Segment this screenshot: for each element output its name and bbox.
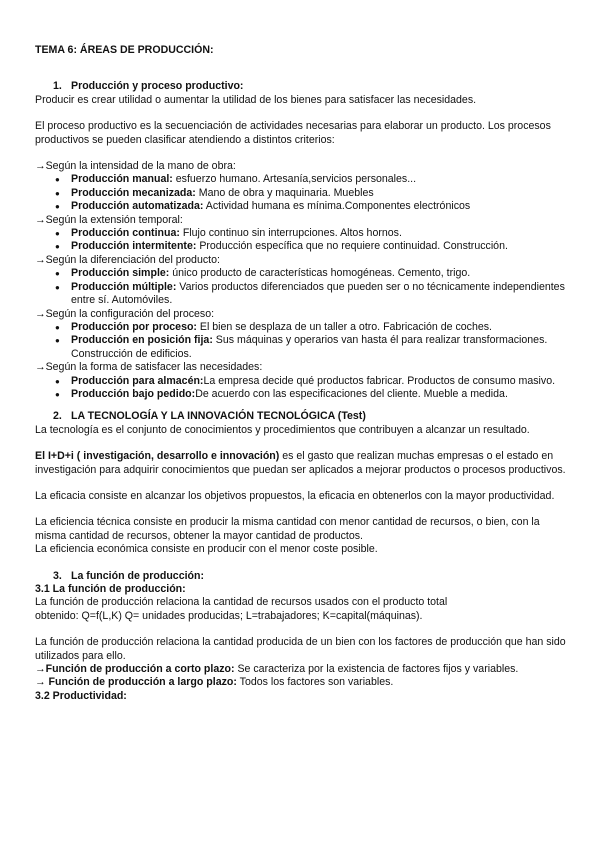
list-item-term: Producción bajo pedido: bbox=[71, 387, 196, 400]
section-1-heading bbox=[35, 80, 572, 93]
section-2-idi-paragraph bbox=[35, 450, 572, 477]
short-term-label: →Función de producción a corto plazo: bbox=[35, 663, 235, 676]
section-3-title: La función de producción: bbox=[71, 569, 205, 582]
criterion-label: →Según la diferenciación del producto: bbox=[35, 253, 220, 266]
list-item-term: Producción intermitente: bbox=[71, 240, 197, 253]
list-item-text: La empresa decide qué productos fabricar. Productos de consumo masivo. bbox=[203, 374, 556, 387]
section-2-title: LA TECNOLOGÍA Y LA INNOVACIÓN TECNOLÓGICA (Test) bbox=[71, 410, 366, 423]
list-item-text: El bien se desplaza de un taller a otro. Fabricación de coches. bbox=[196, 320, 493, 333]
list-item bbox=[35, 240, 572, 253]
list-item-term: Producción continua: bbox=[71, 227, 180, 240]
section-2-paragraph: La eficacia consiste en alcanzar los objetivos propuestos, la eficacia en obtenerlos con la mayor productividad. bbox=[35, 489, 555, 502]
list-item bbox=[35, 187, 572, 200]
subsection-3-2-heading: 3.2 Productividad: bbox=[35, 689, 127, 702]
list-item-term: Producción para almacén: bbox=[71, 374, 204, 387]
list-item-text: único producto de características homogéneas. Cemento, trigo. bbox=[169, 267, 471, 280]
list-item-text: Sus máquinas y operarios van hasta él para realizar transformaciones. Construcción de edificios. bbox=[71, 334, 548, 360]
list-item-term: Producción automatizada: bbox=[71, 200, 204, 213]
long-term-line bbox=[35, 676, 572, 689]
short-term-line bbox=[35, 663, 572, 676]
section-2-paragraph: La eficiencia económica consiste en producir con el menor coste posible. bbox=[35, 543, 378, 556]
idi-term: El I+D+i ( investigación, desarrollo e innovación) bbox=[35, 450, 280, 463]
long-term-text: Todos los factores son variables. bbox=[236, 676, 394, 689]
list-item-term: Producción manual: bbox=[71, 173, 173, 186]
section-1-title: Producción y proceso productivo: bbox=[71, 80, 244, 93]
list-item bbox=[35, 375, 572, 388]
list-item-text: esfuerzo humano. Artesanía,servicios personales... bbox=[172, 173, 417, 186]
section-3-heading bbox=[35, 570, 572, 583]
list-item-term: Producción simple: bbox=[71, 267, 170, 280]
section-3-paragraph-line: obtenido: Q=f(L,K) Q= unidades producidas; L=trabajadores; K=capital(máquinas). bbox=[35, 609, 423, 622]
criterion-list bbox=[35, 267, 572, 307]
criterion-list bbox=[35, 173, 572, 213]
criterion-label: →Según la forma de satisfacer las necesidades: bbox=[35, 361, 263, 374]
list-item bbox=[35, 267, 572, 280]
long-term-label: → Función de producción a largo plazo: bbox=[35, 676, 237, 689]
list-item-text: Mano de obra y maquinaria. Muebles bbox=[195, 186, 374, 199]
section-3-paragraph: La función de producción relaciona la cantidad producida de un bien con los factores de producción que han sido utilizados para ello. bbox=[35, 636, 566, 662]
idi-text: es el gasto que realizan muchas empresas o el estado en investigación para adquirir conocimientos que puedan ser aplicados a mejorar productos o procesos productivos. bbox=[35, 450, 566, 476]
criterion-list bbox=[35, 375, 572, 402]
criterion-label: →Según la extensión temporal: bbox=[35, 213, 183, 226]
list-item-text: Producción específica que no requiere continuidad. Construcción. bbox=[196, 240, 508, 253]
list-item bbox=[35, 281, 572, 308]
list-item-term: Producción múltiple: bbox=[71, 280, 177, 293]
section-2-number: 2. bbox=[53, 410, 62, 423]
list-item-term: Producción por proceso: bbox=[71, 320, 197, 333]
short-term-text: Se caracteriza por la existencia de factores fijos y variables. bbox=[234, 663, 519, 676]
subsection-3-1-heading: 3.1 La función de producción: bbox=[35, 583, 186, 595]
list-item-text: Flujo continuo sin interrupciones. Altos hornos. bbox=[179, 227, 402, 240]
section-1-intro: Producir es crear utilidad o aumentar la utilidad de los bienes para satisfacer las necesidades. bbox=[35, 93, 477, 106]
list-item bbox=[35, 321, 572, 334]
list-item-text: De acuerdo con las especificaciones del cliente. Mueble a medida. bbox=[195, 387, 508, 400]
list-item bbox=[35, 227, 572, 240]
document-title: TEMA 6: ÁREAS DE PRODUCCIÓN: bbox=[35, 44, 214, 56]
criterion-label: →Según la configuración del proceso: bbox=[35, 307, 215, 320]
list-item bbox=[35, 173, 572, 186]
list-item-text: Varios productos diferenciados que pueden ser o no técnicamente independientes entre sí. Automóviles. bbox=[71, 280, 565, 307]
list-item bbox=[35, 334, 572, 361]
criterion-list bbox=[35, 321, 572, 361]
section-2-paragraph: La tecnología es el conjunto de conocimientos y procedimientos que contribuyen a alcanzar un resultado. bbox=[35, 423, 530, 436]
list-item bbox=[35, 388, 572, 401]
section-2-heading bbox=[35, 410, 572, 423]
section-1-process-paragraph: El proceso productivo es la secuenciación de actividades necesarias para elaborar un producto. Los procesos productivos se pueden clasificar atendiendo a distintos criterios: bbox=[35, 120, 551, 146]
criterion-list bbox=[35, 227, 572, 254]
section-3-paragraph-line: La función de producción relaciona la cantidad de recursos usados con el producto total bbox=[35, 596, 448, 609]
section-2-paragraph: La eficiencia técnica consiste en producir la misma cantidad con menor cantidad de recursos, o bien, con la misma cantidad de recursos, obtener la mayor cantidad de productos. bbox=[35, 516, 540, 542]
list-item-term: Producción en posición fija: bbox=[71, 334, 213, 347]
list-item-text: Actividad humana es mínima.Componentes electrónicos bbox=[203, 200, 471, 213]
section-3-number: 3. bbox=[53, 569, 62, 582]
list-item bbox=[35, 200, 572, 213]
criterion-label: →Según la intensidad de la mano de obra: bbox=[35, 160, 236, 173]
list-item-term: Producción mecanizada: bbox=[71, 186, 196, 199]
section-1-number: 1. bbox=[53, 80, 62, 93]
